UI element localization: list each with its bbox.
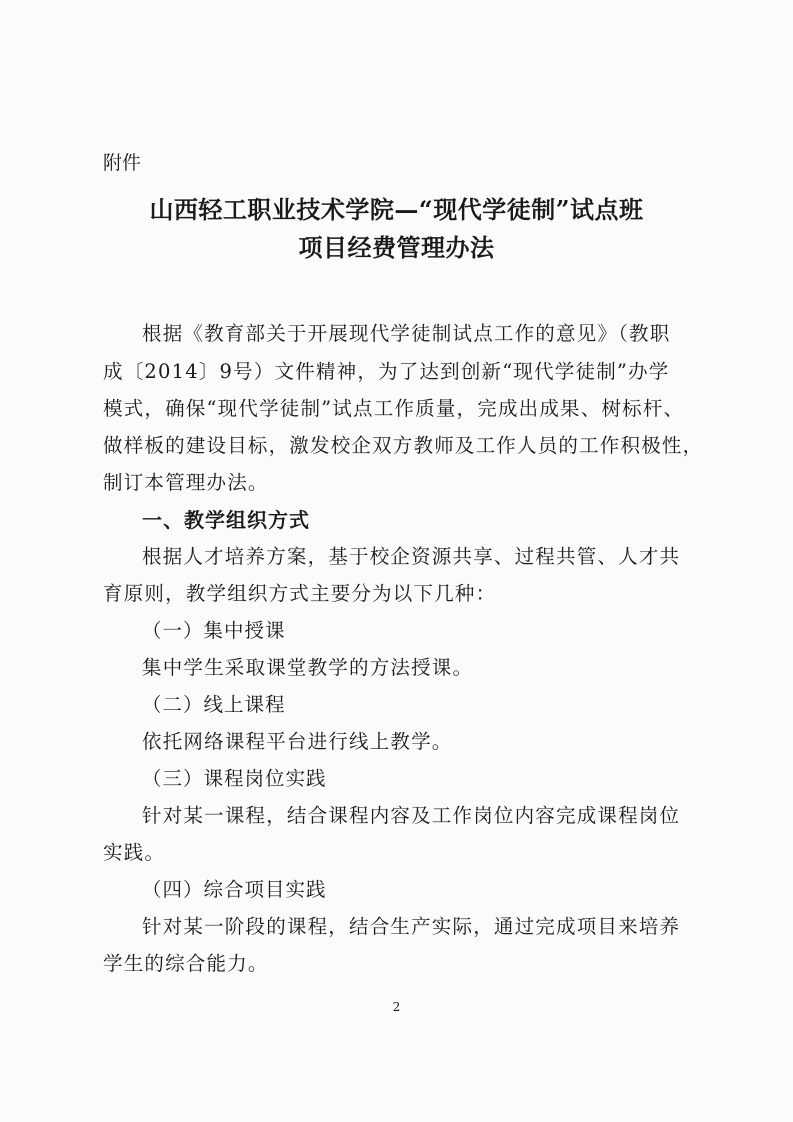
- intro-line-1: 根据《教育部关于开展现代学徒制试点工作的意见》（教职: [142, 322, 671, 345]
- item-4-heading: （四）综合项目实践: [142, 878, 327, 901]
- item-2-heading: （二）线上课程: [142, 693, 286, 716]
- item-2-text: 依托网络课程平台进行线上教学。: [142, 730, 453, 753]
- section-1-heading: 一、教学组织方式: [142, 508, 310, 532]
- intro-line-5: 制订本管理办法。: [103, 471, 269, 494]
- intro-line-2: 成〔2014〕9号）文件精神，为了达到创新“现代学徒制”办学: [103, 360, 670, 383]
- document-title-line-1: 山西轻工职业技术学院—“现代学徒制”试点班: [149, 195, 644, 224]
- item-4-text-line-2: 学生的综合能力。: [103, 952, 269, 975]
- item-1-text: 集中学生采取课堂教学的方法授课。: [142, 656, 474, 679]
- item-4-text-line-1: 针对某一阶段的课程，结合生产实际，通过完成项目来培养: [142, 915, 681, 938]
- item-3-text-line-1: 针对某一课程，结合课程内容及工作岗位内容完成课程岗位: [142, 804, 681, 827]
- document-title-line-2: 项目经费管理办法: [298, 233, 495, 262]
- item-1-heading: （一）集中授课: [142, 619, 286, 642]
- section-1-para-line-1: 根据人才培养方案，基于校企资源共享、过程共管、人才共: [142, 545, 681, 568]
- item-3-heading: （三）课程岗位实践: [142, 767, 327, 790]
- attachment-label: 附件: [103, 152, 142, 174]
- section-1-para-line-2: 育原则，教学组织方式主要分为以下几种：: [103, 582, 497, 605]
- intro-line-4: 做样板的建设目标，激发校企双方教师及工作人员的工作积极性，: [103, 434, 704, 457]
- intro-line-3: 模式，确保“现代学徒制”试点工作质量，完成出成果、树标杆、: [103, 397, 685, 420]
- page-number: 2: [392, 1000, 401, 1014]
- item-3-text-line-2: 实践。: [103, 841, 166, 864]
